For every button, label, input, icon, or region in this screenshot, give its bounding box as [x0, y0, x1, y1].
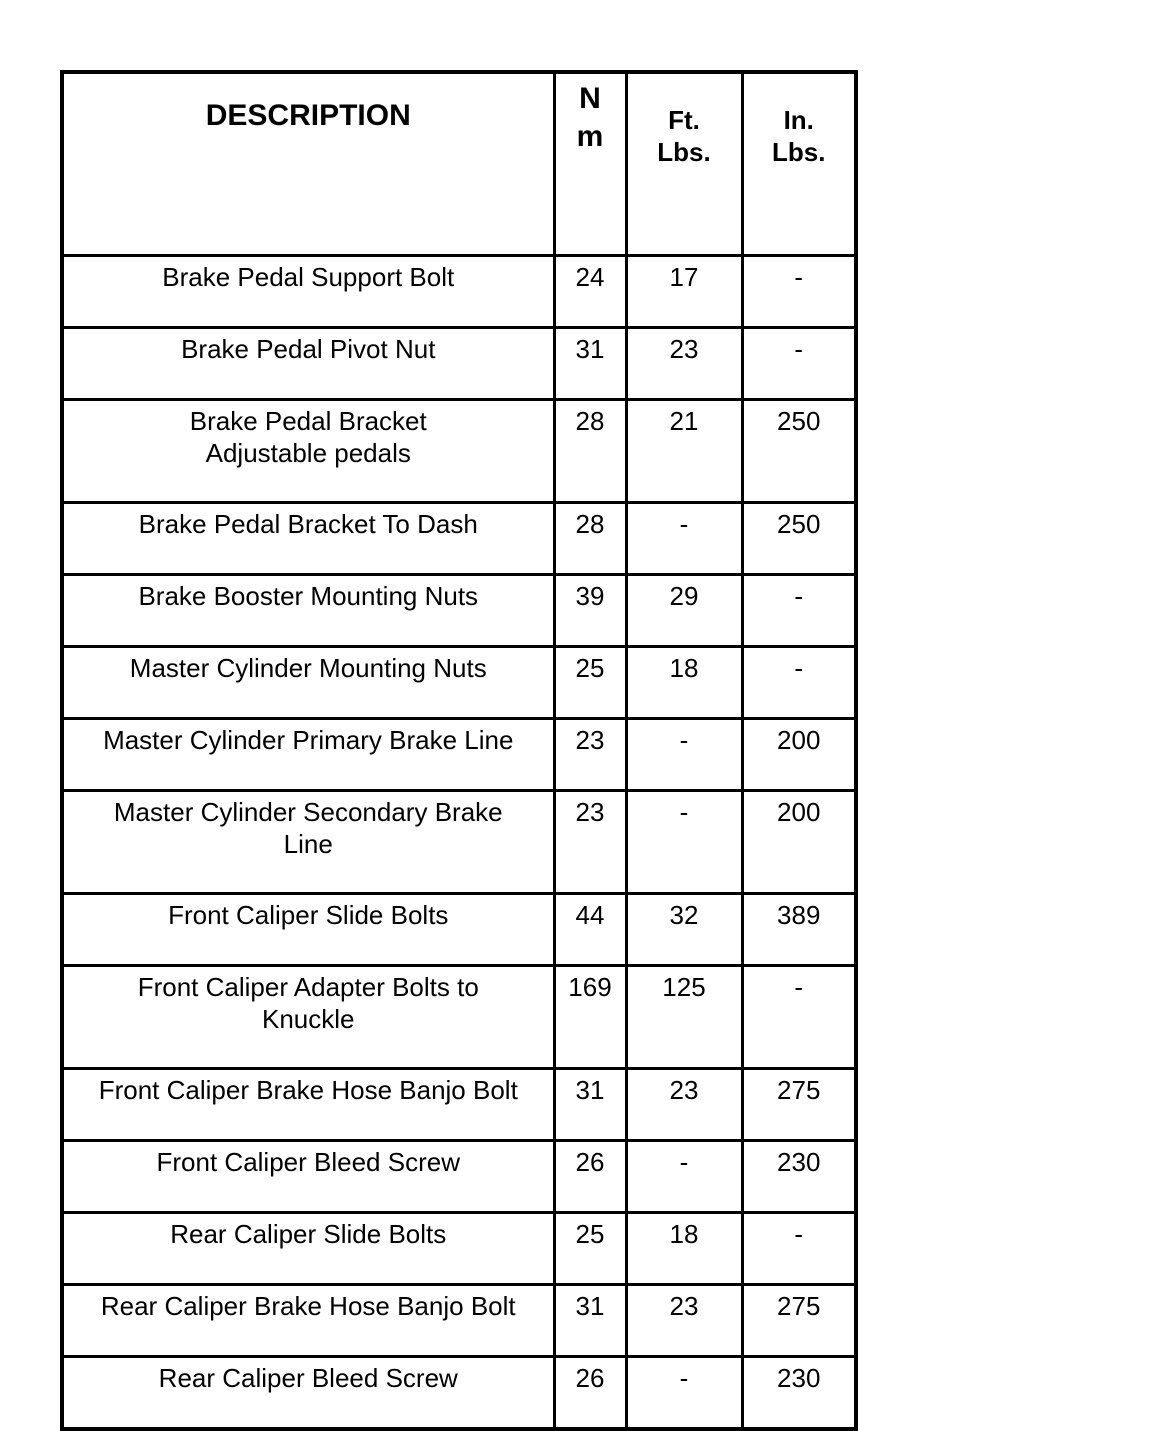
- table-body: [62, 256, 856, 1430]
- cell-in-lbs: [742, 894, 856, 966]
- cell-in-lbs: [742, 1285, 856, 1357]
- cell-in-lbs: [742, 503, 856, 575]
- cell-ft-lbs-text: 23: [669, 1075, 699, 1105]
- cell-ft-lbs-text: 29: [669, 581, 699, 611]
- table-row: [62, 647, 856, 719]
- cell-description: [62, 1069, 554, 1141]
- cell-ft-lbs-text: 32: [669, 900, 699, 930]
- cell-ft-lbs: [626, 894, 742, 966]
- cell-nm: [554, 1069, 626, 1141]
- cell-ft-lbs: [626, 575, 742, 647]
- cell-ft-lbs-text: -: [679, 725, 689, 755]
- cell-description-text: Front Caliper Brake Hose Banjo Bolt: [98, 1075, 518, 1105]
- cell-description: [62, 966, 554, 1069]
- cell-ft-lbs-text: 23: [669, 334, 699, 364]
- cell-in-lbs-text: -: [794, 581, 804, 611]
- cell-in-lbs: [742, 575, 856, 647]
- cell-nm-text: 23: [575, 725, 605, 755]
- table-row: [62, 894, 856, 966]
- cell-nm: [554, 503, 626, 575]
- cell-description-text: Front Caliper Adapter Bolts to Knuckle: [137, 972, 479, 1034]
- cell-description: [62, 791, 554, 894]
- cell-description-text: Rear Caliper Brake Hose Banjo Bolt: [100, 1291, 516, 1321]
- cell-ft-lbs: [626, 328, 742, 400]
- cell-ft-lbs: [626, 1213, 742, 1285]
- cell-ft-lbs: [626, 1285, 742, 1357]
- cell-nm-text: 26: [575, 1147, 605, 1177]
- cell-ft-lbs: [626, 719, 742, 791]
- table-header: [62, 72, 856, 256]
- cell-description-text: Brake Pedal Pivot Nut: [181, 334, 436, 364]
- table-row: [62, 575, 856, 647]
- cell-in-lbs-text: 250: [777, 406, 821, 436]
- cell-in-lbs: [742, 1213, 856, 1285]
- table-row: [62, 966, 856, 1069]
- cell-description-text: Brake Booster Mounting Nuts: [138, 581, 479, 611]
- cell-nm: [554, 1285, 626, 1357]
- cell-nm: [554, 791, 626, 894]
- cell-ft-lbs-text: 125: [662, 972, 706, 1002]
- cell-nm-text: 25: [575, 653, 605, 683]
- table-row: [62, 400, 856, 503]
- cell-ft-lbs: [626, 791, 742, 894]
- cell-nm-text: 24: [575, 262, 605, 292]
- cell-ft-lbs-text: -: [679, 1363, 689, 1393]
- cell-nm-text: 44: [575, 900, 605, 930]
- cell-in-lbs: [742, 256, 856, 328]
- cell-nm-text: 39: [575, 581, 605, 611]
- cell-in-lbs-text: -: [794, 653, 804, 683]
- cell-ft-lbs-text: -: [679, 509, 689, 539]
- cell-description-text: Master Cylinder Secondary Brake Line: [113, 797, 503, 859]
- cell-description: [62, 719, 554, 791]
- cell-nm: [554, 400, 626, 503]
- table-row: [62, 503, 856, 575]
- cell-nm-text: 28: [575, 406, 605, 436]
- cell-ft-lbs: [626, 1357, 742, 1430]
- cell-description-text: Master Cylinder Mounting Nuts: [129, 653, 487, 683]
- cell-in-lbs-text: 200: [777, 797, 821, 827]
- cell-nm-text: 23: [575, 797, 605, 827]
- cell-nm: [554, 256, 626, 328]
- cell-ft-lbs-text: 21: [669, 406, 699, 436]
- cell-description: [62, 1357, 554, 1430]
- cell-nm-text: 31: [575, 1075, 605, 1105]
- cell-nm: [554, 647, 626, 719]
- cell-ft-lbs: [626, 1141, 742, 1213]
- cell-ft-lbs-text: 18: [669, 1219, 699, 1249]
- table-row: [62, 719, 856, 791]
- cell-description: [62, 256, 554, 328]
- cell-description: [62, 1213, 554, 1285]
- cell-in-lbs: [742, 719, 856, 791]
- cell-in-lbs-text: -: [794, 1219, 804, 1249]
- cell-description: [62, 575, 554, 647]
- cell-description-text: Brake Pedal Support Bolt: [162, 262, 455, 292]
- cell-description: [62, 894, 554, 966]
- cell-in-lbs-text: -: [794, 972, 804, 1002]
- cell-description-text: Rear Caliper Slide Bolts: [170, 1219, 447, 1249]
- cell-nm-text: 28: [575, 509, 605, 539]
- cell-nm: [554, 575, 626, 647]
- cell-description-text: Master Cylinder Primary Brake Line: [103, 725, 514, 755]
- cell-nm: [554, 1141, 626, 1213]
- cell-in-lbs-text: 200: [777, 725, 821, 755]
- header-row: [62, 72, 856, 256]
- cell-in-lbs-text: 250: [777, 509, 821, 539]
- cell-nm: [554, 894, 626, 966]
- cell-in-lbs-text: -: [794, 334, 804, 364]
- cell-ft-lbs: [626, 503, 742, 575]
- cell-in-lbs: [742, 1357, 856, 1430]
- table-row: [62, 1357, 856, 1430]
- cell-nm-text: 31: [575, 334, 605, 364]
- cell-ft-lbs: [626, 647, 742, 719]
- cell-nm: [554, 328, 626, 400]
- cell-nm-text: 26: [575, 1363, 605, 1393]
- cell-description: [62, 1285, 554, 1357]
- header-nm: N m: [554, 72, 626, 256]
- cell-description-text: Rear Caliper Bleed Screw: [158, 1363, 458, 1393]
- cell-ft-lbs: [626, 400, 742, 503]
- cell-description-text: Front Caliper Slide Bolts: [168, 900, 449, 930]
- cell-description-text: Brake Pedal Bracket Adjustable pedals: [189, 406, 427, 468]
- header-in-lbs: In. Lbs.: [742, 72, 856, 256]
- cell-in-lbs-text: 230: [777, 1147, 821, 1177]
- cell-description: [62, 400, 554, 503]
- cell-nm-text: 31: [575, 1291, 605, 1321]
- cell-ft-lbs: [626, 966, 742, 1069]
- cell-in-lbs: [742, 328, 856, 400]
- table-row: [62, 256, 856, 328]
- cell-nm: [554, 966, 626, 1069]
- cell-ft-lbs-text: 18: [669, 653, 699, 683]
- cell-ft-lbs-text: -: [679, 797, 689, 827]
- cell-description: [62, 328, 554, 400]
- cell-nm: [554, 1213, 626, 1285]
- cell-ft-lbs: [626, 256, 742, 328]
- table-row: [62, 1069, 856, 1141]
- header-ft-lbs: Ft. Lbs.: [626, 72, 742, 256]
- table-row: [62, 328, 856, 400]
- cell-description: [62, 503, 554, 575]
- cell-description-text: Front Caliper Bleed Screw: [156, 1147, 460, 1177]
- header-description: DESCRIPTION: [62, 72, 554, 256]
- cell-nm-text: 25: [575, 1219, 605, 1249]
- cell-ft-lbs-text: -: [679, 1147, 689, 1177]
- cell-in-lbs: [742, 966, 856, 1069]
- table-row: [62, 1285, 856, 1357]
- cell-nm-text: 169: [568, 972, 612, 1002]
- cell-in-lbs-text: 230: [777, 1363, 821, 1393]
- cell-nm: [554, 1357, 626, 1430]
- torque-spec-table: [60, 70, 858, 1431]
- table-row: [62, 1141, 856, 1213]
- cell-description: [62, 1141, 554, 1213]
- cell-ft-lbs: [626, 1069, 742, 1141]
- cell-in-lbs-text: 275: [777, 1291, 821, 1321]
- cell-in-lbs: [742, 1141, 856, 1213]
- table-row: [62, 1213, 856, 1285]
- cell-in-lbs: [742, 400, 856, 503]
- cell-in-lbs: [742, 791, 856, 894]
- cell-in-lbs-text: -: [794, 262, 804, 292]
- cell-in-lbs-text: 389: [777, 900, 821, 930]
- cell-in-lbs: [742, 647, 856, 719]
- cell-description: [62, 647, 554, 719]
- cell-ft-lbs-text: 23: [669, 1291, 699, 1321]
- cell-nm: [554, 719, 626, 791]
- cell-in-lbs-text: 275: [777, 1075, 821, 1105]
- table-row: [62, 791, 856, 894]
- cell-in-lbs: [742, 1069, 856, 1141]
- cell-ft-lbs-text: 17: [669, 262, 699, 292]
- cell-description-text: Brake Pedal Bracket To Dash: [138, 509, 478, 539]
